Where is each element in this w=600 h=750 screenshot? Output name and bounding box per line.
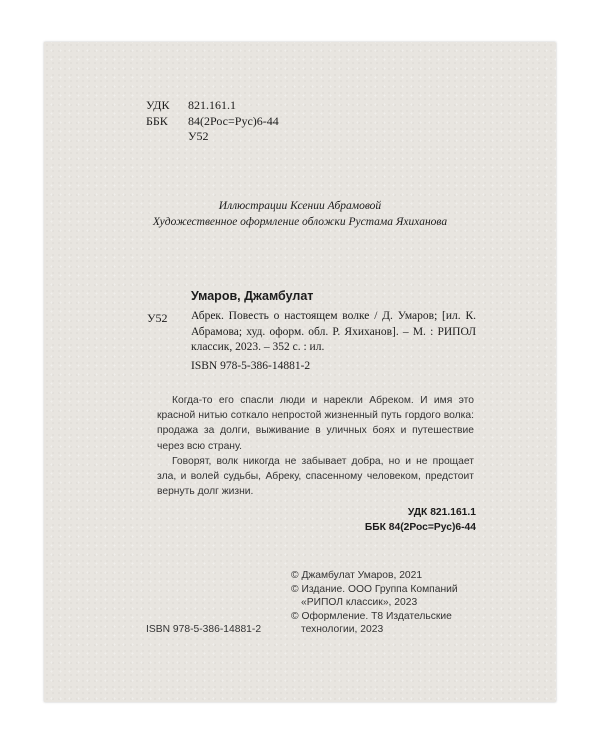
copyright-design-cont: технологии, 2023 [301, 624, 384, 636]
author-mark-code: У52 [188, 129, 209, 143]
udk-value: 821.161.1 [188, 98, 236, 112]
illustrations-credit: Иллюстрации Ксении Абрамовой [218, 200, 382, 212]
author-mark: У52 [147, 311, 168, 325]
credits [44, 198, 556, 230]
cover-design-credit: Художественное оформление обложки Рустама Яхиханова [152, 216, 448, 228]
copyright-design: © Оформление. Т8 Издательские [291, 610, 452, 622]
copyright-author: © Джамбулат Умаров, 2021 [291, 570, 423, 581]
classification-codes [146, 98, 279, 145]
copyright-edition: © Издание. ООО Группа Компаний [291, 583, 458, 595]
udk-right: УДК 821.161.1 [407, 507, 476, 518]
isbn-bottom: ISBN 978-5-386-14881-2 [146, 624, 262, 635]
book-page [44, 42, 556, 702]
bbk-label: ББК [146, 113, 168, 128]
bbk-right: ББК 84(2Рос=Рус)6-44 [364, 521, 476, 533]
bibliographic-description: Абрек. Повесть о настоящем волке / Д. Умаров; [ил. К. Абрамова; худ. оформ. обл. Р. Яхиханов]. – М. : РИПОЛ классик, 2023. – 352 с. : ил. [191, 310, 476, 353]
copyright-edition-cont: «РИПОЛ классик», 2023 [301, 597, 418, 609]
bbk-value: 84(2Рос=Рус)6-44 [188, 113, 279, 128]
isbn-description: ISBN 978-5-386-14881-2 [191, 360, 311, 372]
annotation-paragraph: Когда-то его спасли люди и нарекли Абреком. И имя это красной нитью соткало непростой жизненный путь гордого волка: продажа за долги, выживание в уличных боях и путешествие через всю страну. [157, 395, 474, 452]
copyright-block [291, 569, 491, 637]
annotation-paragraph: Говорят, волк никогда не забывает добра, но и не прощает зла, и волей судьбы, Абреку, спасенному человеком, предстоит вернуть долг жизни. [157, 455, 474, 498]
udk-label: УДК [146, 98, 170, 112]
classification-right [324, 506, 476, 535]
annotation [157, 393, 474, 499]
author-heading: Умаров, Джамбулат [191, 289, 314, 303]
